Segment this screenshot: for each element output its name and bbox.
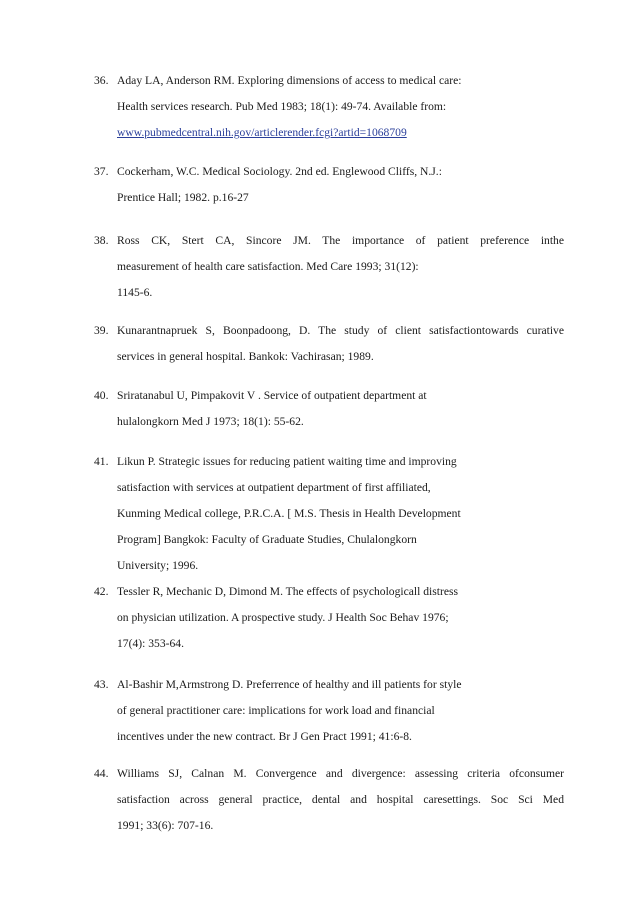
reference-line: satisfaction with services at outpatient department of first affiliated, bbox=[117, 481, 431, 494]
reference-line: services in general hospital. Bankok: Vachirasan; 1989. bbox=[117, 350, 374, 363]
reference-text: Sriratanabul U, Pimpakovit V . Service of outpatient department at bbox=[117, 389, 427, 402]
reference-number: 41. bbox=[94, 455, 109, 468]
reference-line bbox=[94, 761, 564, 787]
reference-line: 17(4): 353-64. bbox=[117, 637, 184, 650]
reference-line: incentives under the new contract. Br J Gen Pract 1991; 41:6-8. bbox=[117, 730, 412, 743]
reference-number: 42. bbox=[94, 585, 109, 598]
reference-line: Health services research. Pub Med 1983; 18(1): 49-74. Available from: bbox=[117, 100, 447, 113]
reference-line: satisfaction across general practice, dental and hospital caresettings. Soc Sci Med bbox=[117, 793, 564, 806]
reference-line bbox=[94, 120, 564, 146]
reference-line: Kunming Medical college, P.R.C.A. [ M.S. Thesis in Health Development bbox=[117, 507, 461, 520]
reference-number: 36. bbox=[94, 74, 109, 87]
reference-line bbox=[94, 228, 564, 254]
reference-line: on physician utilization. A prospective study. J Health Soc Behav 1976; bbox=[117, 611, 449, 624]
reference-44 bbox=[94, 761, 564, 839]
reference-number: 44. bbox=[94, 767, 109, 780]
reference-number: 37. bbox=[94, 165, 109, 178]
reference-42 bbox=[94, 579, 564, 657]
reference-line: measurement of health care satisfaction. Med Care 1993; 31(12): bbox=[117, 260, 419, 273]
reference-43 bbox=[94, 672, 564, 750]
reference-line: hulalongkorn Med J 1973; 18(1): 55-62. bbox=[117, 415, 304, 428]
reference-39 bbox=[94, 318, 564, 370]
reference-line bbox=[94, 159, 564, 185]
reference-url-link[interactable]: www.pubmedcentral.nih.gov/articlerender.fcgi?artid=1068709 bbox=[117, 126, 407, 139]
reference-37 bbox=[94, 159, 564, 211]
reference-number: 43. bbox=[94, 678, 109, 691]
reference-line bbox=[94, 579, 564, 605]
reference-40 bbox=[94, 383, 564, 435]
reference-38 bbox=[94, 228, 564, 306]
reference-line: Prentice Hall; 1982. p.16-27 bbox=[117, 191, 249, 204]
reference-text: Tessler R, Mechanic D, Dimond M. The effects of psychologicall distress bbox=[117, 585, 459, 598]
reference-number: 40. bbox=[94, 389, 109, 402]
reference-line bbox=[94, 383, 564, 409]
reference-41 bbox=[94, 449, 564, 579]
reference-line bbox=[94, 672, 564, 698]
reference-line: University; 1996. bbox=[117, 559, 199, 572]
reference-line: 1991; 33(6): 707-16. bbox=[117, 819, 214, 832]
reference-text: Likun P. Strategic issues for reducing patient waiting time and improving bbox=[117, 455, 457, 468]
reference-text: Kunarantnapruek S, Boonpadoong, D. The study of client satisfactiontowards curative bbox=[117, 324, 564, 337]
reference-text: Al-Bashir M,Armstrong D. Preferrence of healthy and ill patients for style bbox=[117, 678, 462, 691]
reference-line bbox=[94, 318, 564, 344]
reference-line: of general practitioner care: implications for work load and financial bbox=[117, 704, 435, 717]
reference-text: Aday LA, Anderson RM. Exploring dimensions of access to medical care: bbox=[117, 74, 462, 87]
reference-text: Williams SJ, Calnan M. Convergence and divergence: assessing criteria ofconsumer bbox=[117, 767, 564, 780]
reference-line bbox=[94, 449, 564, 475]
reference-text: Ross CK, Stert CA, Sincore JM. The importance of patient preference inthe bbox=[117, 234, 564, 247]
reference-number: 39. bbox=[94, 324, 109, 337]
reference-line bbox=[94, 68, 564, 94]
reference-36 bbox=[94, 68, 564, 146]
reference-text: Cockerham, W.C. Medical Sociology. 2nd ed. Englewood Cliffs, N.J.: bbox=[117, 165, 442, 178]
reference-line: 1145-6. bbox=[117, 286, 153, 299]
reference-number: 38. bbox=[94, 234, 109, 247]
reference-line: Program] Bangkok: Faculty of Graduate Studies, Chulalongkorn bbox=[117, 533, 417, 546]
